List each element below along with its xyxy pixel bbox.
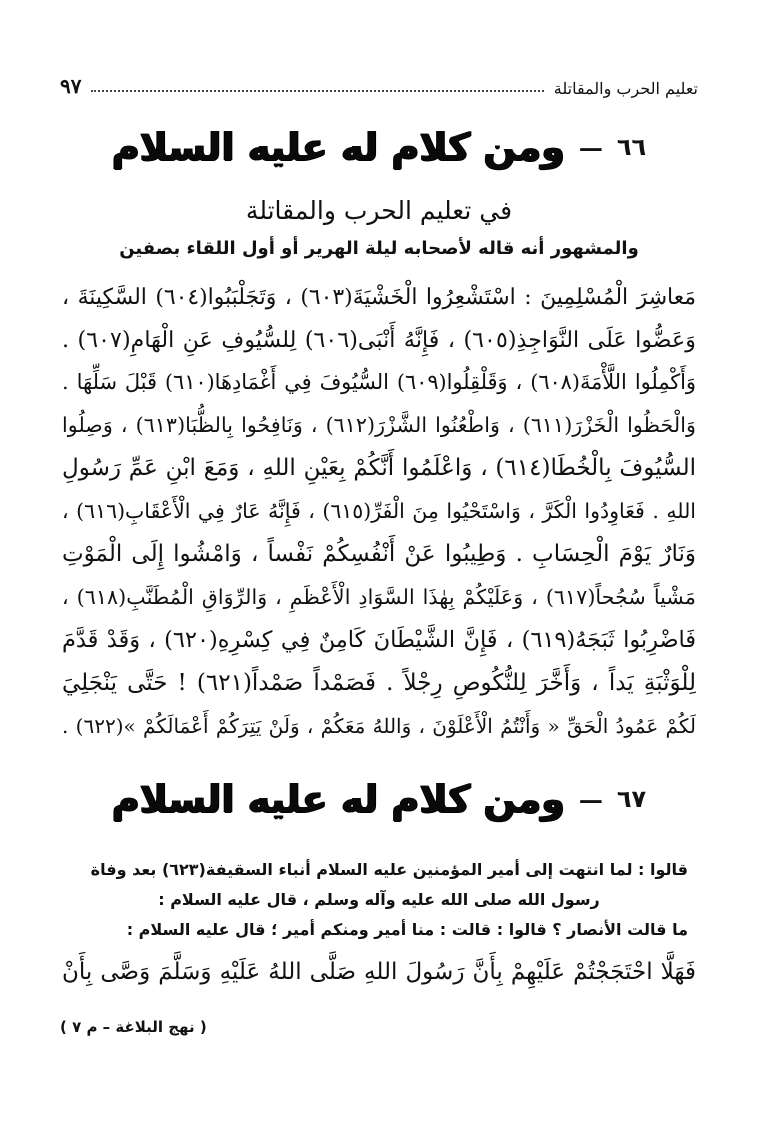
section-subtitle: والمشهور أنه قاله لأصحابه ليلة الهرير أو أول اللقاء بصفين: [119, 238, 639, 259]
section-67-heading: [60, 772, 698, 826]
section-dash: —: [578, 132, 603, 162]
text-line: لَكُمْ عَمُودُ الْحَقِّ « وَأَنْتُمُ الْأَعْلَوْنَ ، وَاللهُ مَعَكُمْ ، وَلَنْ يَتِرَكُمْ أَعْمَالَكُمْ »(٦٢٢) .: [62, 714, 696, 738]
text-line: وَأَكْمِلُوا اللَّأْمَةَ(٦٠٨) ، وَقَلْقِلُوا(٦٠٩) السُّيُوفَ فِي أَغْمَادِهَا(٦١٠) قَبْلَ سَلِّهَا .: [62, 370, 696, 394]
text-line: لِلْوَثْبَةِ يَداً ، وَأَخَّرَ لِلنُّكُوصِ رِجْلاً . فَصَمْداً صَمْداً(٦٢١) ! حَتَّى يَنْجَلِيَ: [62, 670, 697, 696]
text-line: مَعاشِرَ الْمُسْلِمِينَ : اسْتَشْعِرُوا الْخَشْيَةَ(٦٠٣) ، وَتَجَلْبَبُوا(٦٠٤) السَّكِينَةَ ،: [62, 285, 696, 310]
text-line: وَنَارٌ يَوْمَ الْحِسَابِ . وَطِيبُوا عَنْ أَنْفُسِكُمْ نَفْساً ، وَامْشُوا إِلَى الْمَوْتِ: [62, 541, 696, 567]
text-line: وَالْحَظُوا الْخَزْرَ(٦١١) ، وَاطْعُنُوا الشَّزْرَ(٦١٢) ، وَنَافِحُوا بِالظُّبَا(٦١٣) ، وَصِلُوا: [62, 413, 696, 437]
text-line: فَاضْرِبُوا ثَبَجَهُ(٦١٩) ، فَإِنَّ الشَّيْطَانَ كَامِنٌ فِي كِسْرِهِ(٦٢٠) ، وَقَدْ قَدَّمَ: [62, 627, 697, 653]
text-line: اللهِ . فَعَاوِدُوا الْكَرَّ ، وَاسْتَحْيُوا مِنَ الْفَرِّ(٦١٥) ، فَإِنَّهُ عَارٌ فِي الْأَعْقَابِ(٦١٦) ،: [62, 499, 696, 523]
section-number: ٦٦: [616, 133, 647, 161]
leader-dots: [91, 90, 543, 92]
calligraphic-heading: ومن كلام له عليه السلام: [111, 777, 565, 821]
running-title: تعليم الحرب والمقاتلة: [553, 79, 698, 98]
text-line: فَهَلَّا احْتَجَجْتُمْ عَلَيْهِمْ بِأَنَّ رَسُولَ اللهِ صَلَّى اللهُ عَلَيْهِ وَسَلَّمَ وَصَّى بِأَنْ: [62, 959, 696, 985]
footer-signature: ( نهج البلاغة – م ٧ ): [60, 1018, 207, 1036]
text-line: مَشْياً سُجُحاً(٦١٧) ، وَعَلَيْكُمْ بِهٰذَا السَّوَادِ الْأَعْظَمِ ، وَالرِّوَاقِ الْمُطَنَّبِ(٦١٨) ،: [62, 585, 696, 609]
text-line: السُّيُوفَ بِالْخُطَا(٦١٤) ، وَاعْلَمُوا أَنَّكُمْ بِعَيْنِ اللهِ ، وَمَعَ ابْنِ عَمِّ رَسُولِ: [62, 455, 696, 481]
section-title: في تعليم الحرب والمقاتلة: [245, 196, 513, 225]
intro-line: قالوا : لما انتهت إلى أمير المؤمنين عليه السلام أنباء السقيفة(٦٢٣) بعد وفاة: [90, 860, 688, 879]
section-66-heading: [60, 120, 698, 174]
section-dash: —: [578, 784, 603, 814]
text-line: وَعَضُّوا عَلَى النَّوَاجِذِ(٦٠٥) ، فَإِنَّهُ أَنْبَى(٦٠٦) لِلسُّيُوفِ عَنِ الْهَامِ(٦٠٧) .: [62, 327, 696, 353]
calligraphic-heading: ومن كلام له عليه السلام: [111, 125, 565, 169]
running-header: [60, 70, 698, 98]
intro-line: رسول الله صلى الله عليه وآله وسلم ، قال عليه السلام :: [158, 890, 600, 909]
page-number: ٩٧: [60, 74, 82, 98]
intro-line: ما قالت الأنصار ؟ قالوا : قالت : منا أمير ومنكم أمير ؛ قال عليه السلام :: [126, 920, 688, 939]
section-number: ٦٧: [616, 785, 647, 813]
